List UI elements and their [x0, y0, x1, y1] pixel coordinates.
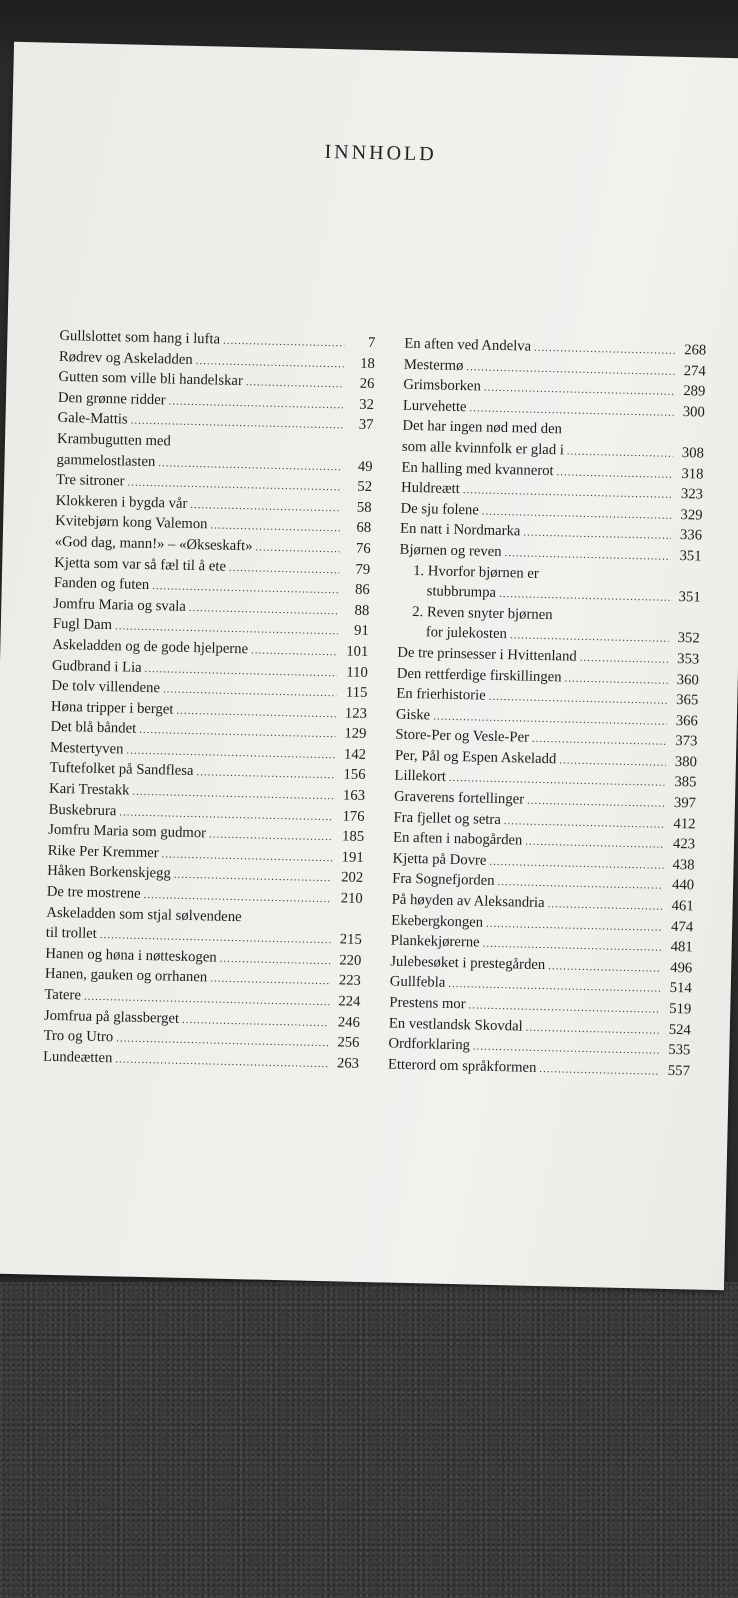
toc-entry-title: Hanen, gauken og orrhanen — [44, 966, 208, 986]
toc-dot-leader — [219, 949, 330, 972]
toc-entry-page: 351 — [678, 589, 701, 606]
toc-entry-title: Askeladden og de gode hjelperne — [52, 636, 249, 658]
toc-left-column — [43, 326, 376, 1074]
toc-entry-page: 223 — [338, 972, 362, 990]
toc-entry-title: Ekebergkongen — [391, 912, 484, 931]
toc-entry-title: De tre prinsesser i Hvittenland — [397, 644, 577, 665]
toc-entry-title: Mestertyven — [49, 739, 124, 758]
toc-entry-title: Bjørnen og reven — [399, 541, 502, 560]
toc-entry-page: 412 — [673, 815, 696, 833]
toc-entry-page: 115 — [345, 684, 368, 702]
toc-entry-page: 329 — [680, 506, 703, 524]
toc-dot-leader — [209, 825, 334, 848]
toc-entry-page: 110 — [346, 663, 369, 681]
toc-entry-title: En aften i nabogården — [392, 829, 523, 849]
toc-entry-title: Etterord om språkformen — [387, 1056, 537, 1076]
toc-entry-page: 524 — [668, 1021, 692, 1038]
toc-entry-page: 535 — [668, 1042, 691, 1059]
toc-entry-page: 7 — [367, 334, 376, 352]
toc-entry-title: Jomfru Maria og svala — [53, 595, 187, 615]
toc-entry-page: 88 — [354, 602, 370, 619]
toc-entry-title: Lillekort — [394, 768, 447, 786]
toc-entry-title: Graverens fortellinger — [393, 788, 525, 808]
toc-entry-title: Kvitebjørn kong Valemon — [55, 513, 208, 533]
toc-entry-title: Per, Pål og Espen Askeladd — [394, 747, 557, 768]
toc-entry-page: 32 — [359, 396, 375, 413]
toc-entry-page: 76 — [355, 540, 371, 557]
toc-dot-leader — [579, 648, 668, 671]
toc-entry-page: 58 — [356, 499, 372, 516]
toc-entry-title: Gale-Mattis — [57, 410, 128, 428]
toc-entry-title: Store-Per og Vesle-Per — [395, 726, 530, 746]
toc-entry-page: 481 — [670, 939, 693, 956]
toc-entry-page: 37 — [358, 417, 374, 434]
toc-entry-page: 496 — [670, 959, 693, 977]
toc-entry-title: Tuftefolket på Sandflesa — [49, 760, 194, 780]
toc-entry-title: Fugl Dam — [52, 616, 113, 634]
toc-dot-leader — [251, 640, 338, 663]
carpet-background — [0, 1282, 738, 1598]
toc-entry-title: En natt i Nordmarka — [399, 521, 521, 540]
toc-entry-title: Plankekjørerne — [390, 932, 480, 951]
toc-dot-leader — [210, 969, 330, 992]
toc-entry-page: 308 — [681, 445, 705, 462]
toc-entry-title: gammelostlasten — [56, 451, 156, 470]
toc-entry-page: 360 — [676, 671, 699, 688]
toc-entry-title: Høna tripper i berget — [50, 698, 174, 718]
toc-entry-title: En frierhistorie — [396, 685, 486, 704]
toc-entry-title: Lundeætten — [42, 1048, 113, 1067]
toc-entry-title: Fra fjellet og setra — [393, 809, 501, 828]
toc-entry-page: 18 — [359, 355, 376, 372]
toc-entry-page: 49 — [357, 458, 373, 475]
toc-entry-title: Ordforklaring — [388, 1035, 471, 1054]
toc-entry-page: 474 — [670, 918, 694, 936]
toc-right-column — [388, 334, 707, 1082]
toc-entry-page: 210 — [340, 890, 363, 907]
toc-entry-title: De tre mostrene — [46, 883, 141, 902]
toc-entry-page: 52 — [357, 478, 373, 496]
toc-entry-page: 224 — [338, 993, 361, 1010]
toc-dot-leader — [567, 441, 674, 464]
toc-entry-page: 318 — [681, 465, 704, 483]
toc-entry-page: 220 — [339, 952, 362, 969]
toc-entry-page: 557 — [667, 1062, 691, 1080]
toc-entry-page: 142 — [343, 746, 367, 763]
toc-entry-title: Den grønne ridder — [57, 389, 166, 409]
toc-entry-page: 123 — [344, 705, 368, 722]
toc-entry-title: Tre sitroner — [55, 472, 125, 490]
toc-entry-title: En aften ved Andelva — [404, 335, 532, 355]
toc-entry-title: Fanden og futen — [53, 574, 150, 594]
toc-entry-page: 79 — [355, 561, 371, 578]
toc-dot-leader — [229, 557, 340, 580]
toc-entry-page: 423 — [672, 836, 696, 853]
toc-entry-page: 202 — [340, 869, 364, 887]
toc-dot-leader — [559, 750, 666, 773]
toc-entry-page: 323 — [680, 486, 704, 503]
toc-entry-title: Kjetta på Dovre — [392, 850, 487, 869]
toc-entry-title: Det har ingen nød med den — [402, 418, 563, 438]
toc-entry-title: Det blå båndet — [50, 719, 137, 738]
toc-entry-title: Håken Borkenskjegg — [47, 863, 172, 882]
toc-entry-title: som alle kvinnfolk er glad i — [401, 438, 565, 459]
toc-entry-title: På høyden av Aleksandria — [391, 891, 545, 912]
toc-entry-title: Rødrev og Askeladden — [58, 348, 193, 368]
toc-entry-page: 268 — [684, 342, 707, 359]
toc-entry-title: 2. Reven snyter bjørnen — [412, 603, 553, 623]
toc-entry-title: De tolv villendene — [51, 677, 161, 697]
toc-entry-title: Gullslottet som hang i lufta — [59, 327, 221, 348]
toc-entry-page: 26 — [359, 375, 375, 393]
toc-entry-title: Fra Sognefjorden — [391, 871, 495, 890]
toc-entry-page: 263 — [336, 1055, 360, 1072]
toc-entry-page: 176 — [342, 808, 365, 825]
toc-entry-title: 1. Hvorfor bjørnen er — [412, 562, 539, 582]
toc-entry-page: 185 — [341, 828, 365, 846]
toc-entry-page: 246 — [337, 1013, 361, 1031]
toc-entry-page: 352 — [677, 630, 700, 647]
toc-entry-page: 514 — [669, 980, 692, 997]
page-title: INNHOLD — [324, 140, 437, 166]
toc-entry-title: Jomfru Maria som gudmor — [48, 822, 207, 842]
toc-entry-page: 289 — [683, 383, 706, 400]
toc-entry-title: stubbrumpa — [426, 583, 497, 601]
toc-dot-leader — [255, 537, 340, 559]
toc-entry-title: Hanen og høna i nøtteskogen — [45, 945, 217, 966]
toc-entry-title: Buskebrura — [48, 801, 117, 819]
toc-entry-title: Kari Trestakk — [48, 780, 130, 799]
toc-entry-title: Rike Per Kremmer — [47, 842, 159, 862]
toc-entry-title: De sju folene — [400, 500, 480, 519]
toc-entry-title: Krambugutten med — [56, 430, 172, 450]
toc-entry-title: En halling med kvannerot — [401, 459, 554, 479]
toc-entry-page: 91 — [353, 622, 369, 640]
toc-entry-page: 353 — [677, 650, 700, 668]
toc-entry-title: «God dag, mann!» – «Økseskaft» — [54, 533, 253, 555]
toc-entry-page: 156 — [343, 766, 366, 784]
toc-entry-title: for julekosten — [425, 624, 508, 643]
toc-entry-title: til trollet — [45, 924, 98, 943]
toc-entry-page: 366 — [675, 712, 699, 730]
toc-entry-title: Julebesøket i prestegården — [390, 953, 546, 973]
toc-entry-title: En vestlandsk Skovdal — [388, 1015, 523, 1035]
toc-entry-page: 438 — [672, 856, 695, 874]
toc-entry-page: 461 — [671, 897, 694, 915]
toc-entry-page: 215 — [339, 931, 362, 949]
toc-entry-page: 256 — [337, 1034, 360, 1052]
toc-entry-title: Prestens mor — [389, 994, 466, 1013]
toc-dot-leader — [564, 668, 668, 691]
toc-entry-page: 163 — [342, 787, 366, 805]
toc-entry-page: 191 — [341, 849, 364, 866]
toc-entry-page: 397 — [673, 795, 697, 812]
toc-entry-page: 300 — [682, 403, 706, 421]
toc-entry-title: Mestermø — [403, 356, 464, 374]
toc-dot-leader — [223, 331, 345, 354]
toc-entry-title: Gudbrand i Lia — [51, 657, 142, 676]
toc-entry-page: 380 — [674, 753, 698, 771]
toc-entry-page: 365 — [676, 692, 699, 709]
toc-dot-leader — [556, 462, 672, 485]
toc-dot-leader — [246, 372, 344, 395]
toc-entry-title: Gutten som ville bli handelskar — [58, 369, 243, 390]
toc-entry-page: 440 — [671, 877, 695, 894]
toc-entry-page: 336 — [679, 527, 703, 544]
toc-entry-page: 129 — [344, 725, 367, 743]
toc-entry-title: Huldreætt — [400, 479, 460, 498]
toc-entry-title: Giske — [395, 706, 431, 724]
toc-entry-page: 385 — [674, 774, 697, 791]
toc-dot-leader — [547, 894, 662, 917]
toc-entry-title: Grimsborken — [403, 376, 482, 395]
toc-entry-page: 86 — [354, 581, 370, 599]
toc-dot-leader — [539, 1059, 659, 1082]
toc-entry-title: Den rettferdige firskillingen — [396, 665, 562, 685]
toc-entry-page: 519 — [669, 1000, 692, 1018]
toc-entry-title: Tatere — [44, 986, 82, 1004]
book-page — [0, 42, 738, 1290]
toc-entry-page: 373 — [675, 733, 698, 750]
toc-entry-page: 68 — [356, 520, 372, 537]
toc-entry-title: Klokkeren i bygda vår — [55, 492, 188, 512]
toc-entry-title: Askeladden som stjal sølvendene — [46, 904, 242, 925]
toc-entry-page: 101 — [346, 643, 369, 660]
toc-entry-title: Kjetta som var så fæl til å ete — [54, 554, 227, 575]
toc-dot-leader — [548, 956, 661, 979]
toc-entry-page: 351 — [679, 547, 702, 565]
toc-entry-title: Jomfrua på glassberget — [43, 1007, 180, 1027]
toc-entry-title: Gullfebla — [389, 973, 446, 992]
toc-entry-title: Tro og Utro — [43, 1027, 114, 1046]
toc-entry-title: Lurvehette — [402, 397, 467, 415]
toc-dot-leader — [115, 1049, 328, 1074]
toc-entry-page: 274 — [683, 362, 706, 380]
